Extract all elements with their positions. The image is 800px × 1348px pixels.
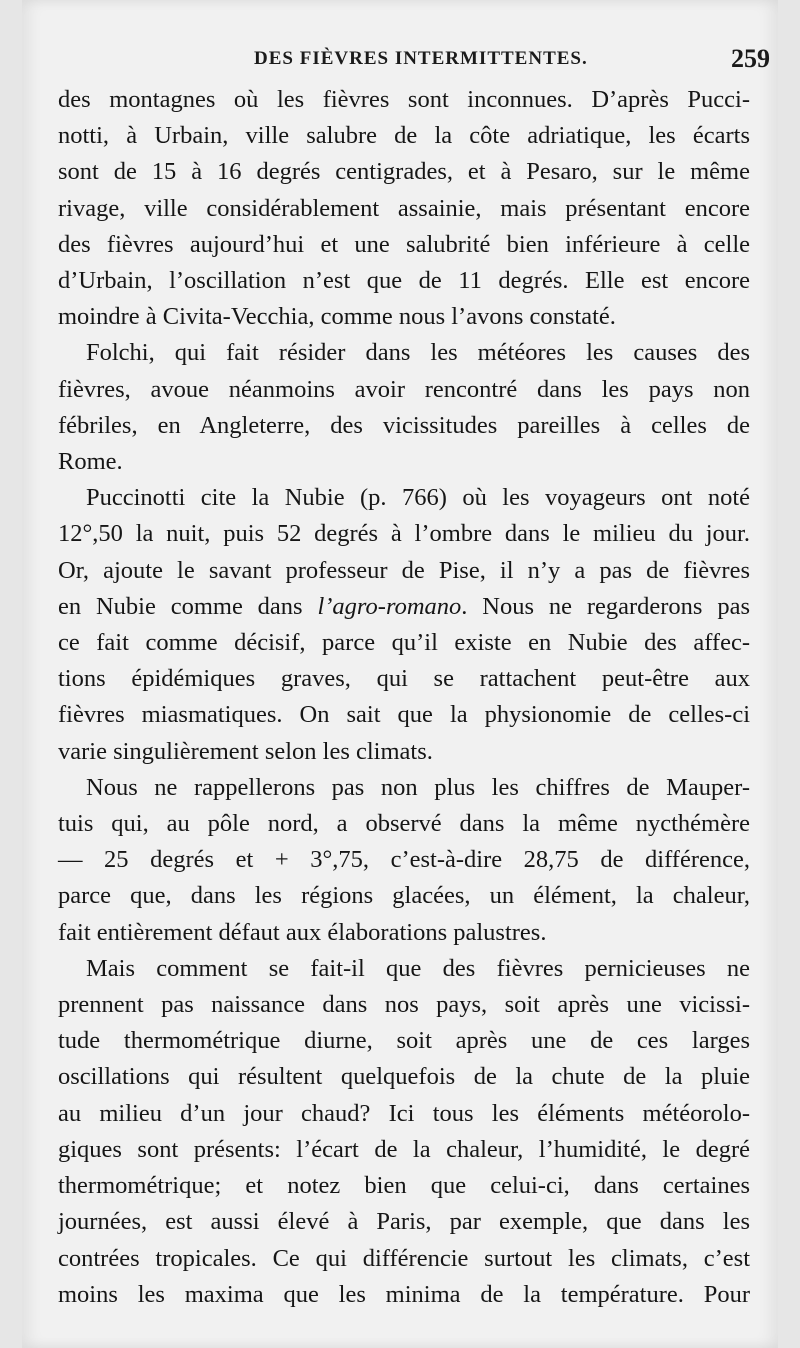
text-line: — 25 degrés et + 3°,75, c’est-à-dire 28,75 de différence,: [58, 846, 750, 874]
text-line: moindre à Civita-Vecchia, comme nous l’avons constaté.: [58, 303, 616, 331]
text-line: d’Urbain, l’oscillation n’est que de 11 degrés. Elle est encore: [58, 267, 750, 295]
text-line: fait entièrement défaut aux élaborations palustres.: [58, 918, 547, 946]
text-line: giques sont présents: l’écart de la chaleur, l’humidité, le degré: [58, 1135, 750, 1163]
text-line: varie singulièrement selon les climats.: [58, 737, 433, 765]
running-title: DES FIÈVRES INTERMITTENTES.: [254, 48, 588, 69]
text-line: Nous ne rappellerons pas non plus les chiffres de Mauper-: [86, 773, 750, 801]
text-line: Folchi, qui fait résider dans les météores les causes des: [86, 339, 750, 367]
text-line: des fièvres aujourd’hui et une salubrité bien inférieure à celle: [58, 230, 750, 258]
text-line: sont de 15 à 16 degrés centigrades, et à Pesaro, sur le même: [58, 158, 750, 186]
page-number: 259: [731, 44, 770, 73]
body-text: [58, 82, 750, 1313]
text-line: journées, est aussi élevé à Paris, par exemple, que dans les: [58, 1208, 750, 1236]
paragraph-1: [58, 82, 750, 335]
text-line: tuis qui, au pôle nord, a observé dans la même nycthémère: [58, 810, 750, 838]
text-line: tions épidémiques graves, qui se rattachent peut-être aux: [58, 665, 750, 693]
text-line: Mais comment se fait-il que des fièvres pernicieuses ne: [86, 954, 750, 982]
text-line: fébriles, en Angleterre, des vicissitudes pareilles à celles de: [58, 411, 750, 439]
text-line: contrées tropicales. Ce qui différencie surtout les climats, c’est: [58, 1244, 750, 1272]
text-line: thermométrique; et notez bien que celui-ci, dans certaines: [58, 1172, 750, 1200]
page-header: [80, 46, 770, 78]
text-line: prennent pas naissance dans nos pays, soit après une vicissi-: [58, 991, 750, 1019]
text-line: tude thermométrique diurne, soit après une de ces larges: [58, 1027, 750, 1055]
text-segment: . Nous ne regarderons pas: [461, 592, 750, 620]
text-line: parce que, dans les régions glacées, un élément, la chaleur,: [58, 882, 750, 910]
text-line: des montagnes où les fièvres sont inconnues. D’après Pucci-: [58, 86, 750, 113]
text-line: ce fait comme décisif, parce qu’il existe en Nubie des affec-: [58, 629, 750, 657]
text-line: fièvres, avoue néanmoins avoir rencontré dans les pays non: [58, 375, 750, 403]
text-line: moins les maxima que les minima de la température. Pour: [58, 1280, 750, 1308]
text-line: fièvres miasmatiques. On sait que la physionomie de celles-ci: [58, 701, 750, 729]
text-line-with-italic: [58, 589, 750, 625]
text-line: Rome.: [58, 448, 123, 476]
paragraph-3: [58, 480, 750, 770]
italic-term: l’agro-romano: [317, 592, 462, 620]
text-line: notti, à Urbain, ville salubre de la côte adriatique, les écarts: [58, 122, 750, 150]
paragraph-5: [58, 951, 750, 1313]
text-line: rivage, ville considérablement assainie, mais présentant encore: [58, 194, 750, 222]
paragraph-2: [58, 335, 750, 480]
text-line: Or, ajoute le savant professeur de Pise, il n’y a pas de fièvres: [58, 556, 750, 584]
text-line: 12°,50 la nuit, puis 52 degrés à l’ombre dans le milieu du jour.: [58, 520, 750, 548]
paragraph-4: [58, 770, 750, 951]
text-line: oscillations qui résultent quelquefois de la chute de la pluie: [58, 1063, 750, 1091]
text-line: Puccinotti cite la Nubie (p. 766) où les voyageurs ont noté: [86, 484, 750, 512]
text-line: au milieu d’un jour chaud? Ici tous les éléments météorolo-: [58, 1099, 750, 1127]
text-segment: en Nubie comme dans: [58, 592, 318, 620]
